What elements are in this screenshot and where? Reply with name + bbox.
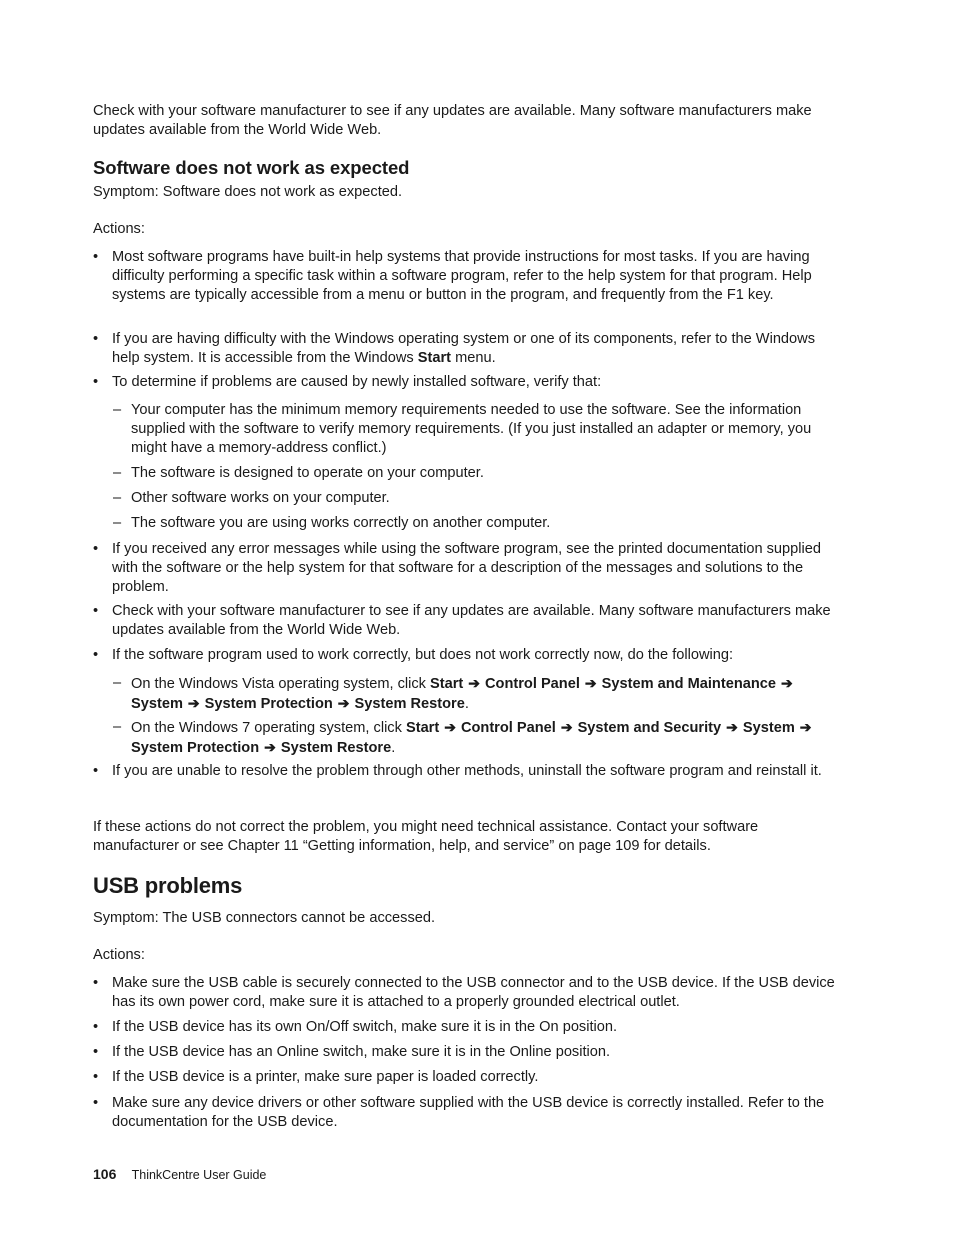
arrow-right-icon: ➔ — [799, 719, 812, 735]
list-item-text: If you are unable to resolve the problem through other methods, uninstall the software program and reinstall it. — [112, 763, 822, 779]
list-item-text: Make sure the USB cable is securely connected to the USB connector and to the USB device. If the USB device has its own power cord, make sure it is attached to a properly grounded electrical outlet. — [112, 975, 835, 1010]
arrow-right-icon: ➔ — [560, 719, 573, 735]
bullet-mark: • — [93, 1095, 99, 1111]
list-item-text: Check with your software manufacturer to see if any updates are available. Many software manufacturers make updates available from the World Wide Web. — [112, 603, 831, 638]
bullet-mark: • — [93, 249, 99, 265]
dash-mark: – — [113, 465, 122, 481]
software-actions-label: Actions: — [93, 221, 145, 237]
start-menu-term: Start — [417, 350, 452, 366]
list-item-text: To determine if problems are caused by newly installed software, verify that: — [112, 374, 602, 390]
arrow-right-icon: ➔ — [264, 739, 276, 755]
bullet-mark: • — [93, 541, 99, 557]
arrow-right-icon: ➔ — [584, 675, 597, 691]
bullet-mark: • — [93, 603, 99, 619]
intro-paragraph: Check with your software manufacturer to see if any updates are available. Many software manufacturers make updates available from the World Wide Web. — [93, 103, 812, 138]
bullet-mark: • — [93, 647, 99, 663]
list-item-text: If the software program used to work correctly, but does not work correctly now, do the following: — [112, 647, 734, 663]
arrow-right-icon: ➔ — [337, 695, 350, 711]
sub-list-item-text: Other software works on your computer. — [131, 490, 390, 506]
bullet-mark: • — [93, 975, 99, 991]
bullet-mark: • — [93, 1044, 99, 1060]
list-item-text: Make sure any device drivers or other software supplied with the USB device is correctly installed. Refer to the documentation for the USB device. — [112, 1095, 825, 1130]
bullet-mark: • — [93, 763, 99, 779]
dash-mark: – — [113, 719, 122, 735]
software-closing-paragraph: If these actions do not correct the problem, you might need technical assistance. Contact your software manufacturer or see Chapter 11 “Getting information, help, and service” on page 109 for details. — [93, 819, 759, 854]
section-heading-software: Software does not work as expected — [93, 157, 410, 178]
dash-mark: – — [113, 490, 122, 506]
list-item-text: Most software programs have built-in help systems that provide instructions for most tasks. If you are having difficulty performing a specific task within a software program, refer to the help system for that program. Help systems are typically accessible from a menu or button in the program, and frequently from the F1 key. — [112, 249, 812, 303]
list-item-text: If the USB device has an Online switch, make sure it is in the Online position. — [112, 1044, 611, 1060]
usb-symptom: Symptom: The USB connectors cannot be accessed. — [93, 910, 436, 926]
list-item-text: If you received any error messages while using the software program, see the printed documentation supplied with the software or the help system for that software for a description of the messages and solutions to the problem. — [112, 541, 821, 595]
sub-list-item-text: The software you are using works correctly on another computer. — [131, 515, 551, 531]
arrow-right-icon: ➔ — [726, 719, 738, 735]
usb-actions-label: Actions: — [93, 947, 145, 963]
list-item-text: If the USB device has its own On/Off switch, make sure it is in the On position. — [112, 1019, 618, 1035]
arrow-right-icon: ➔ — [444, 719, 456, 735]
list-item-text: If the USB device is a printer, make sure paper is loaded correctly. — [112, 1069, 539, 1085]
arrow-right-icon: ➔ — [187, 695, 200, 711]
bullet-mark: • — [93, 374, 99, 390]
list-item-text: If you are having difficulty with the Windows operating system or one of its components, refer to the Windows help system. It is accessible from the Windows Start menu. — [112, 331, 816, 366]
bullet-mark: • — [93, 1069, 99, 1085]
section-heading-usb: USB problems — [93, 873, 243, 898]
sub-list-item-text: Your computer has the minimum memory requirements needed to use the software. See the information supplied with the software to verify memory requirements. (If you just installed an adapter or memory, you might have a memory-address conflict.) — [131, 402, 812, 456]
document-title: ThinkCentre User Guide — [131, 1168, 267, 1182]
software-symptom: Symptom: Software does not work as expected. — [93, 184, 403, 200]
page-footer — [93, 1164, 266, 1185]
dash-mark: – — [113, 402, 122, 418]
page-number: 106 — [93, 1166, 117, 1182]
dash-mark: – — [113, 675, 122, 691]
dash-mark: – — [113, 515, 122, 531]
sub-list-item-text: The software is designed to operate on your computer. — [131, 465, 484, 481]
bullet-mark: • — [93, 331, 99, 347]
bullet-mark: • — [93, 1019, 99, 1035]
win7-restore-path: On the Windows 7 operating system, click Start ➔ Control Panel ➔ System and Security ➔ System ➔System Protection ➔ System Restore. — [131, 719, 812, 756]
vista-restore-path: On the Windows Vista operating system, click Start ➔ Control Panel ➔ System and Maintenance ➔System ➔ System Protection ➔ System Restore. — [131, 675, 793, 712]
arrow-right-icon: ➔ — [781, 675, 793, 691]
arrow-right-icon: ➔ — [468, 675, 481, 691]
